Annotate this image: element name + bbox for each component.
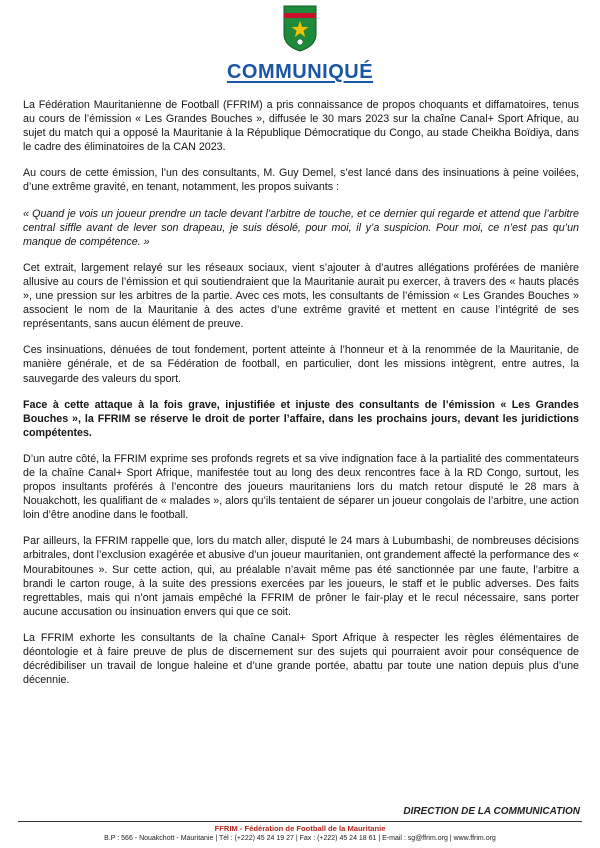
page-title: COMMUNIQUÉ — [226, 61, 374, 83]
paragraph-regrets: D’un autre côté, la FFRIM exprime ses profonds regrets et sa vive indignation face à la partialité des commentateurs de la chaîne Canal+ Sport Afrique, manifestée tout au long des deux rencontres face à la RD Congo, surtout, les propos insultants proférés à l’encontre des joueurs mauritaniens lors du match retour disputé le 28 mars à Nouakchott, les qualifiant de « malades », alors qu’ils tentaient de séparer un joueur congolais de l’arbitre, une action loin d’être anodine dans le football. — [23, 452, 579, 522]
paragraph-insinuations: Ces insinuations, dénuées de tout fondement, portent atteinte à l’honneur et à la renommée de la Mauritanie, de manière générale, et de sa Fédération de football, en particulier, dont les missions intègrent, entre autres, la sauvegarde des valeurs du sport. — [23, 344, 579, 385]
signature: DIRECTION DE LA COMMUNICATION — [403, 806, 580, 817]
paragraph-allegations: Cet extrait, largement relayé sur les réseaux sociaux, vient s’ajouter à d’autres allégations proférées de manière allusive au cours de l’émission et qui soutiendraient que la Mauritanie aurait pu exercer, à travers des « hauts placés », une pression sur les arbitres de la partie. Avec ces mots, les consultants de l’émission « Les Grandes Bouches » associent le nom de la Mauritanie à des actes d’une extrême gravité et mettent en cause l’intégrité de ses représentants, sans aucun élément de preuve. — [23, 261, 579, 331]
paragraph-exhortation: La FFRIM exhorte les consultants de la chaîne Canal+ Sport Afrique à respecter les règles élémentaires de déontologie et à faire preuve de plus de discernement sur des sujets qui pourraient avoir pour conséquence de décrédibiliser un travail de longue haleine et d’une grande portée, abattu par toute une nation depuis plus d’une décennie. — [23, 631, 579, 687]
footer — [18, 821, 582, 844]
paragraph-quote: « Quand je vois un joueur prendre un tacle devant l’arbitre de touche, et ce dernier qui regarde et attend que l’arbitre central siffle avant de lever son drapeau, je suis désolé, pour moi, il y’a suspicion. Pour moi, ce n’est pas qu’un manque de compétence. » — [23, 207, 579, 248]
footer-contact: B.P : 566 - Nouakchott - Mauritanie | Tél : (+222) 45 24 19 27 | Fax : (+222) 45 24 18 61 | E-mail : sg@ffrim.org | www.ffrim.org — [104, 835, 496, 842]
paragraph-legal-action: Face à cette attaque à la fois grave, injustifiée et injuste des consultants de l’émission « Les Grandes Bouches », la FFRIM se réserve le droit de porter l’affaire, dans les prochains jours, devant les juridictions compétentes. — [23, 398, 579, 439]
paragraph-first-leg: Par ailleurs, la FFRIM rappelle que, lors du match aller, disputé le 24 mars à Lubumbashi, de nombreuses décisions arbitrales, dont l’exclusion exagérée et abusive d’un joueur mauritanien, ont grandement affecté la performance des « Mourabitounes ». Sur cette action, qui, au préalable n’avait même pas été sanctionnée par une faute, l’arbitre a brandi le carton rouge, à la suite des pressions exercées par les joueurs, le staff et le public adverses. Des faits regrettables, mais qui n’ont jamais empêché la FFRIM de prôner le fair-play et le recul nécessaire, sans porter aucune accusation ou insinuation envers qui que ce soit. — [23, 535, 579, 618]
ball-icon — [297, 39, 303, 45]
communique-body — [23, 98, 579, 699]
paragraph-intro: La Fédération Mauritanienne de Football (FFRIM) a pris connaissance de propos choquants et diffamatoires, tenus au cours de l’émission « Les Grandes Bouches », diffusée le 30 mars 2023 sur la chaîne Canal+ Sport Afrique, au sujet du match qui a opposé la Mauritanie à la République Démocratique du Congo, au stade Cheikha Boïdiya, dans le cadre des éliminatoires de la CAN 2023. — [23, 99, 579, 154]
footer-organization: FFRIM - Fédération de Football de la Mauritanie — [214, 824, 386, 833]
ffrim-logo — [280, 4, 320, 52]
paragraph-context: Au cours de cette émission, l’un des consultants, M. Guy Demel, s’est lancé dans des insinuations à peine voilées, d’une extrême gravité, en tenant, notamment, les propos suivants : — [23, 167, 579, 194]
